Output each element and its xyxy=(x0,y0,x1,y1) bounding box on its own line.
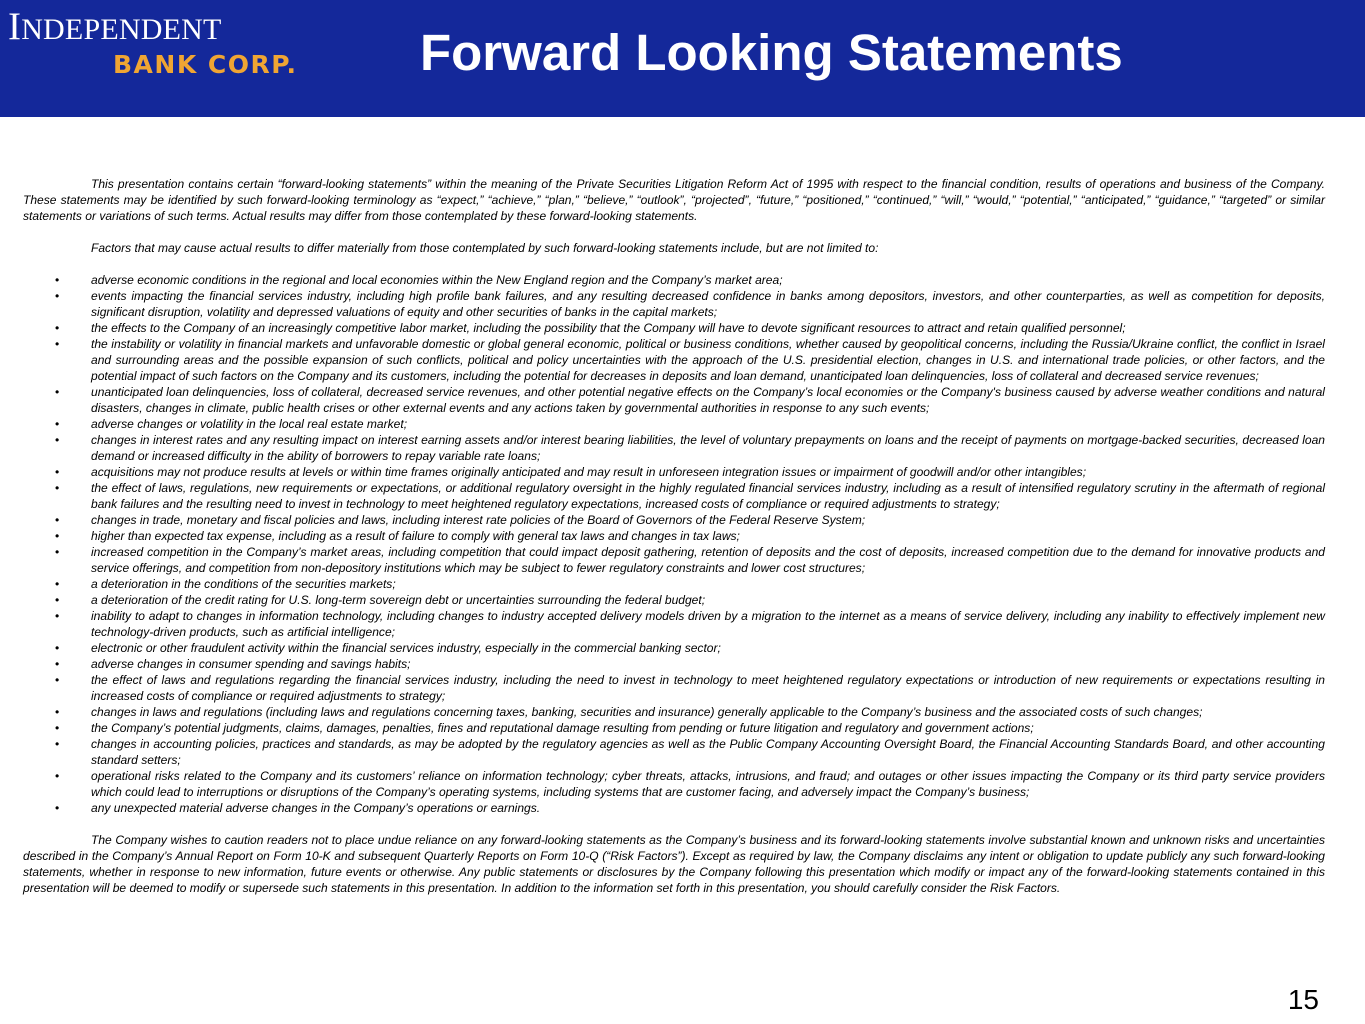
risk-factor-item xyxy=(23,576,1325,592)
risk-factor-item xyxy=(23,512,1325,528)
risk-factor-item xyxy=(23,320,1325,336)
risk-factor-item xyxy=(23,480,1325,512)
bullet-icon: • xyxy=(55,465,60,479)
disclaimer-body xyxy=(23,176,1325,896)
risk-factor-text: the instability or volatility in financial markets and unfavorable domestic or global general economic, political or business conditions, whether caused by geopolitical concerns, including the Russia/Ukraine conflict, the conflict in Israel and surrounding areas and the possible expansion of such conflicts, political and policy uncertainties with the approach of the U.S. presidential election, changes in U.S. and international trade policies, or other factors, and the potential impact of such factors on the Company and its customers, including the potential for decreases in deposits and loan demand, unanticipated loan delinquencies, loss of collateral and decreased service revenues; xyxy=(91,337,1325,383)
closing-paragraph: The Company wishes to caution readers not to place undue reliance on any forward-looking statements as the Company’s business and its forward-looking statements involve substantial known and unknown risks and uncertainties described in the Company’s Annual Report on Form 10-K and subsequent Quarterly Reports on Form 10-Q (“Risk Factors”). Except as required by law, the Company disclaims any intent or obligation to update publicly any such forward-looking statements, whether in response to new information, future events or otherwise. Any public statements or disclosures by the Company following this presentation which modify or impact any of the forward-looking statements contained in this presentation will be deemed to modify or supersede such statements in this presentation. In addition to the information set forth in this presentation, you should carefully consider the Risk Factors. xyxy=(23,833,1325,895)
risk-factor-item xyxy=(23,432,1325,464)
risk-factor-text: unanticipated loan delinquencies, loss of collateral, decreased service revenues, and other potential negative effects on the Company’s local economies or the Company's business caused by adverse weather conditions and natural disasters, changes in climate, public health crises or other external events and any actions taken by governmental authorities in response to any such events; xyxy=(91,385,1325,415)
risk-factor-text: higher than expected tax expense, including as a result of failure to comply with general tax laws and changes in tax laws; xyxy=(91,529,740,543)
risk-factor-item xyxy=(23,704,1325,720)
bullet-icon: • xyxy=(55,529,60,543)
risk-factor-item xyxy=(23,672,1325,704)
risk-factor-text: inability to adapt to changes in information technology, including changes to industry accepted delivery models driven by a migration to the internet as a means of service delivery, including any inability to effectively implement new technology-driven products, such as artificial intelligence; xyxy=(91,609,1325,639)
bullet-icon: • xyxy=(55,321,60,335)
logo-wordmark-bank-corp: BANK CORP. xyxy=(113,50,298,79)
bullet-icon: • xyxy=(55,801,60,815)
risk-factor-item xyxy=(23,288,1325,320)
bullet-icon: • xyxy=(55,545,60,559)
bullet-icon: • xyxy=(55,385,60,399)
bullet-icon: • xyxy=(55,673,60,687)
risk-factor-text: operational risks related to the Company and its customers’ reliance on information technology; cyber threats, attacks, intrusions, and fraud; and outages or other issues impacting the Company or its third party service providers which could lead to interruptions or disruptions of the Company’s operating systems, including systems that are customer facing, and adversely impact the Company’s business; xyxy=(91,769,1325,799)
risk-factor-item xyxy=(23,800,1325,816)
risk-factor-text: a deterioration in the conditions of the securities markets; xyxy=(91,577,396,591)
risk-factor-text: the effect of laws, regulations, new requirements or expectations, or additional regulatory oversight in the highly regulated financial services industry, including as a result of intensified regulatory scrutiny in the aftermath of regional bank failures and the resulting need to invest in technology to meet heightened regulatory expectations, increased costs of compliance or required adjustments to strategy; xyxy=(91,481,1325,511)
risk-factor-text: the effect of laws and regulations regarding the financial services industry, including the need to invest in technology to meet heightened regulatory expectations or introduction of new requirements or expectations resulting in increased costs of compliance or required adjustments to strategy; xyxy=(91,673,1325,703)
risk-factor-text: changes in interest rates and any resulting impact on interest earning assets and/or interest bearing liabilities, the level of voluntary prepayments on loans and the receipt of payments on mortgage-backed securities, decreased loan demand or increased difficulty in the ability of borrowers to repay variable rate loans; xyxy=(91,433,1325,463)
risk-factor-item xyxy=(23,656,1325,672)
risk-factor-text: events impacting the financial services industry, including high profile bank failures, and any resulting decreased confidence in banks among depositors, investors, and other counterparties, as well as competition for deposits, significant disruption, volatility and depressed valuations of equity and other securities of banks in the capital markets; xyxy=(91,289,1325,319)
risk-factor-item xyxy=(23,736,1325,768)
bullet-icon: • xyxy=(55,481,60,495)
bullet-icon: • xyxy=(55,705,60,719)
risk-factor-item xyxy=(23,336,1325,384)
bullet-icon: • xyxy=(55,577,60,591)
risk-factor-text: the effects to the Company of an increasingly competitive labor market, including the possibility that the Company will have to devote significant resources to attract and retain qualified personnel; xyxy=(91,321,1126,335)
bullet-icon: • xyxy=(55,417,60,431)
risk-factor-text: changes in laws and regulations (including laws and regulations concerning taxes, banking, securities and insurance) generally applicable to the Company’s business and the associated costs of such changes; xyxy=(91,705,1203,719)
risk-factor-item xyxy=(23,768,1325,800)
risk-factor-item xyxy=(23,592,1325,608)
bullet-icon: • xyxy=(55,657,60,671)
risk-factor-item xyxy=(23,544,1325,576)
risk-factor-list xyxy=(23,272,1325,816)
bullet-icon: • xyxy=(55,737,60,751)
bullet-icon: • xyxy=(55,593,60,607)
risk-factor-item xyxy=(23,272,1325,288)
risk-factor-item xyxy=(23,464,1325,480)
factors-intro: Factors that may cause actual results to differ materially from those contemplated by such forward-looking statements include, but are not limited to: xyxy=(91,241,879,255)
risk-factor-text: changes in accounting policies, practices and standards, as may be adopted by the regulatory agencies as well as the Public Company Accounting Oversight Board, the Financial Accounting Standards Board, and other accounting standard setters; xyxy=(91,737,1325,767)
intro-paragraph: This presentation contains certain “forward-looking statements” within the meaning of the Private Securities Litigation Reform Act of 1995 with respect to the financial condition, results of operations and business of the Company. These statements may be identified by such forward-looking terminology as “expect,” “achieve,” “plan,” “believe,” “outlook”, “projected”, “future,” “positioned,” “continued,” “will,” “would,” “potential,” “anticipated,” “guidance,” “targeted” or similar statements or variations of such terms. Actual results may differ from those contemplated by these forward-looking statements. xyxy=(23,177,1325,223)
bullet-icon: • xyxy=(55,641,60,655)
risk-factor-item xyxy=(23,384,1325,416)
bullet-icon: • xyxy=(55,337,60,351)
risk-factor-text: electronic or other fraudulent activity within the financial services industry, especially in the commercial banking sector; xyxy=(91,641,721,655)
risk-factor-item xyxy=(23,416,1325,432)
risk-factor-text: adverse changes in consumer spending and savings habits; xyxy=(91,657,411,671)
risk-factor-item xyxy=(23,528,1325,544)
risk-factor-text: acquisitions may not produce results at levels or within time frames originally anticipated and may result in unforeseen integration issues or impairment of goodwill and/or other intangibles; xyxy=(91,465,1087,479)
logo-wordmark-independent: INDEPENDENT xyxy=(8,5,222,48)
risk-factor-text: adverse changes or volatility in the local real estate market; xyxy=(91,417,408,431)
bullet-icon: • xyxy=(55,433,60,447)
risk-factor-item xyxy=(23,720,1325,736)
risk-factor-text: the Company’s potential judgments, claims, damages, penalties, fines and reputational damage resulting from pending or future litigation and regulatory and government actions; xyxy=(91,721,1034,735)
risk-factor-text: increased competition in the Company’s market areas, including competition that could impact deposit gathering, retention of deposits and the cost of deposits, increased competition due to the demand for innovative products and service offerings, and competition from non-depository institutions which may be subject to fewer regulatory constraints and lower cost structures; xyxy=(91,545,1325,575)
bullet-icon: • xyxy=(55,513,60,527)
bullet-icon: • xyxy=(55,289,60,303)
risk-factor-item xyxy=(23,608,1325,640)
bullet-icon: • xyxy=(55,769,60,783)
risk-factor-text: changes in trade, monetary and fiscal policies and laws, including interest rate policies of the Board of Governors of the Federal Reserve System; xyxy=(91,513,866,527)
risk-factor-text: a deterioration of the credit rating for U.S. long-term sovereign debt or uncertainties surrounding the federal budget; xyxy=(91,593,706,607)
slide-title: Forward Looking Statements xyxy=(420,24,1123,81)
bullet-icon: • xyxy=(55,273,60,287)
risk-factor-text: any unexpected material adverse changes in the Company’s operations or earnings. xyxy=(91,801,541,815)
header-banner xyxy=(0,0,1365,117)
company-logo xyxy=(8,6,308,86)
bullet-icon: • xyxy=(55,609,60,623)
bullet-icon: • xyxy=(55,721,60,735)
page-number: 15 xyxy=(1287,984,1319,1015)
risk-factor-item xyxy=(23,640,1325,656)
risk-factor-text: adverse economic conditions in the regional and local economies within the New England region and the Company’s market area; xyxy=(91,273,783,287)
